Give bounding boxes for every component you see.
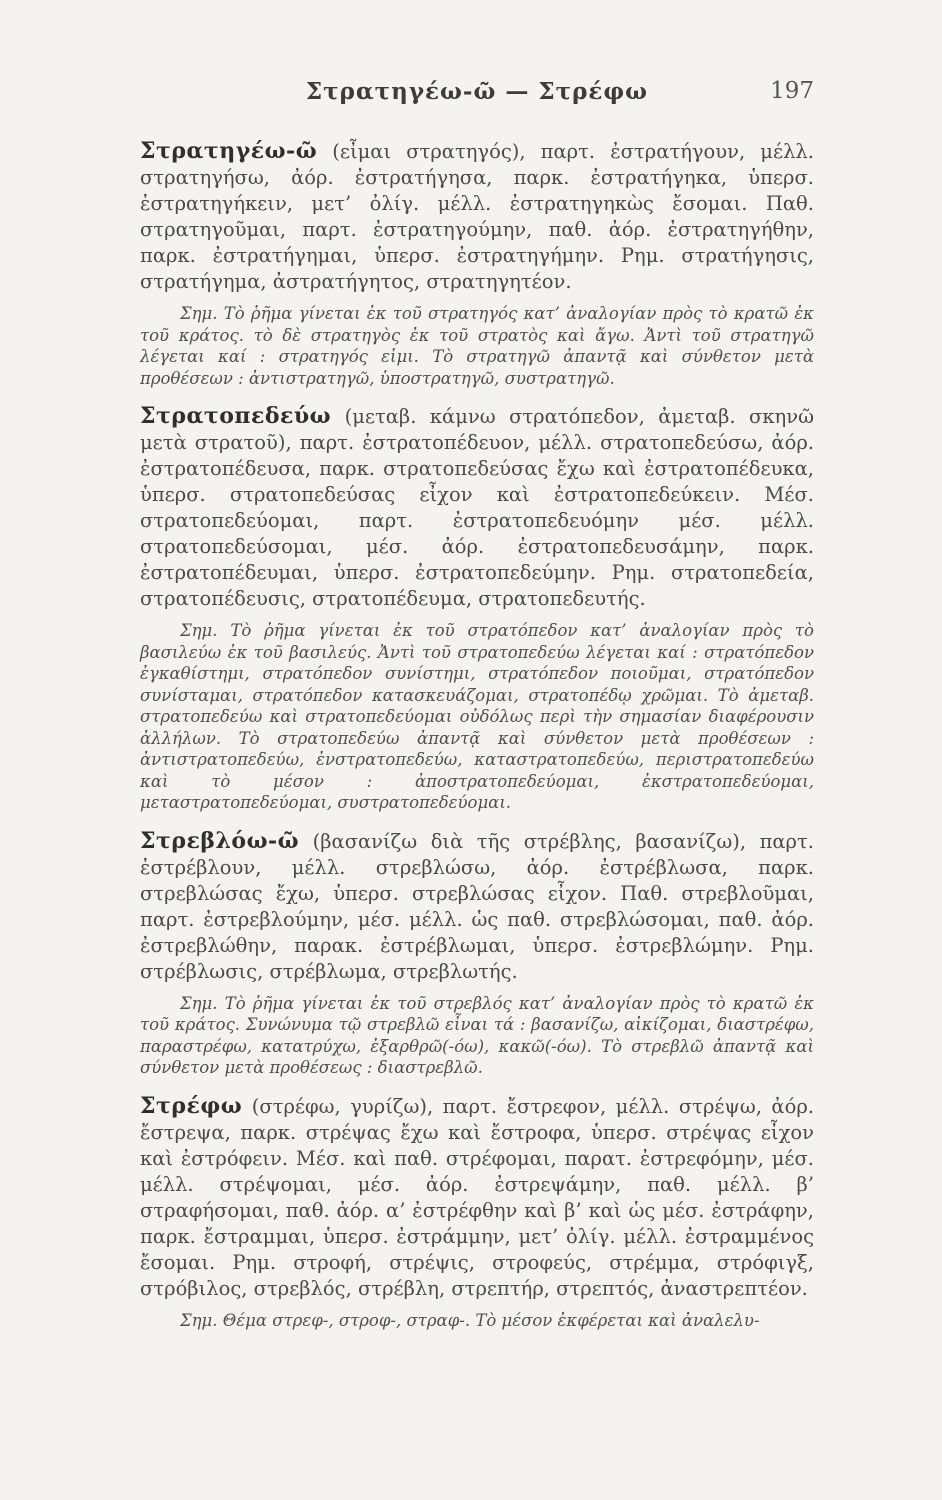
entry-note: Σημ. Τὸ ῥῆμα γίνεται ἐκ τοῦ στρεβλός κατ’ ἀναλογίαν πρὸς τὸ κρατῶ ἐκ τοῦ κράτος. Συνώνυμα τῷ στρεβλῶ εἶναι τά : βασανίζω, αἰκίζομαι, διαστρέφω, παραστρέφω, κατατρύχω, ἐξαρθρῶ(-όω), κακῶ(-όω). Τὸ στρεβλῶ ἀπαντᾷ καὶ σύνθετον μετὰ προθέσεως : διαστρεβλῶ. [140,993,814,1077]
entry-text: (εἶμαι στρατηγός), παρτ. ἐστρατήγουν, μέλλ. στρατηγήσω, ἀόρ. ἐστρατήγησα, παρκ. ἐστρατήγηκα, ὑπερσ. ἐστρατηγήκειν, μετ’ ὀλίγ. μέλλ. ἐστρατηγηκὼς ἔσομαι. Παθ. στρατηγοῦμαι, παρτ. ἐστρατηγούμην, παθ. ἀόρ. ἐστρατηγήθην, παρκ. ἐστρατήγημαι, ὑπερσ. ἐστρατηγήμην. Ρημ. στρατήγησις, στρατήγημα, ἀστρατήγητος, στρατηγητέον. [140,140,814,293]
entry-note: Σημ. Θέμα στρεφ-, στροφ-, στραφ-. Τὸ μέσον ἐκφέρεται καὶ ἀναλελυ- [180,1310,760,1330]
entry-note: Σημ. Τὸ ῥῆμα γίνεται ἐκ τοῦ στρατηγός κατ’ ἀναλογίαν πρὸς τὸ κρατῶ ἐκ τοῦ κράτος. τὸ δὲ στρατηγὸς ἐκ τοῦ στρατὸς καὶ ἄγω. Ἀντὶ τοῦ στρατηγῶ λέγεται καί : στρατηγός εἰμι. Τὸ στρατηγῶ ἀπαντᾷ καὶ σύνθετον μετὰ προθέσεων : ἀντιστρατηγῶ, ὑποστρατηγῶ, συστρατηγῶ. [140,304,814,388]
headword: Στρατοπεδεύω [140,403,332,429]
page-number: 197 [770,78,814,104]
entry-strategeo [140,138,814,389]
entry-text: (στρέφω, γυρίζω), παρτ. ἔστρεφον, μέλλ. στρέψω, ἀόρ. ἔστρεψα, παρκ. στρέψας ἔχω καὶ ἔστροφα, ὑπερσ. στρέψας εἶχον καὶ ἐστρόφειν. Μέσ. καὶ παθ. στρέφομαι, παρατ. ἐστρεφόμην, μέσ. μέλλ. στρέψομαι, μέσ. ἀόρ. ἐστρεψάμην, παθ. μέλλ. β’ στραφήσομαι, παθ. ἀόρ. α’ ἐστρέφθην καὶ β’ καὶ ὡς μέσ. ἐστράφην, παρκ. ἔστραμμαι, ὑπερσ. ἐστράμμην, μετ’ ὀλίγ. μέλλ. ἐστραμμένος ἔσομαι. Ρημ. στροφή, στρέψις, στροφεύς, στρέμμα, στρόφιγξ, στρόβιλος, στρεβλός, στρέβλη, στρεπτήρ, στρεπτός, ἀναστρεπτέον. [140,1094,814,1300]
entry-note: Σημ. Τὸ ῥῆμα γίνεται ἐκ τοῦ στρατόπεδον κατ’ ἀναλογίαν πρὸς τὸ βασιλεύω ἐκ τοῦ βασιλεύς. Ἀντὶ τοῦ στρατοπεδεύω λέγεται καί : στρατόπεδον ἐγκαθίστημι, στρατόπεδον συνίστημι, στρατόπεδον ποιοῦμαι, στρατόπεδον συνίσταμαι, στρατόπεδον κατασκευάζομαι, στρατοπέδῳ χρῶμαι. Τὸ ἀμεταβ. στρατοπεδεύω καὶ στρατοπεδεύομαι οὐδόλως περὶ τὴν σημασίαν διαφέρουσιν ἀλλήλων. Τὸ στρατοπεδεύω ἀπαντᾷ καὶ σύνθετον μετὰ προθέσεων : ἀντιστρατοπεδεύω, ἐνστρατοπεδεύω, καταστρατοπεδεύω, περιστρατοπεδεύω καὶ τὸ μέσον : ἀποστρατοπεδεύομαι, ἐκστρατοπεδεύομαι, μεταστρατοπεδεύομαι, συστρατοπεδεύομαι. [140,621,814,812]
entry-body [140,1093,814,1302]
entry-body [140,828,814,985]
headword: Στρατηγέω-ῶ [140,138,318,164]
entry-body [140,403,814,612]
entry-strepho [140,1093,814,1332]
entry-text: (βασανίζω διὰ τῆς στρέβλης, βασανίζω), παρτ. ἐστρέβλουν, μέλλ. στρεβλώσω, ἀόρ. ἐστρέβλωσα, παρκ. στρεβλώσας ἔχω, ὑπερσ. στρεβλώσας εἶχον. Παθ. στρεβλοῦμαι, παρτ. ἐστρεβλούμην, μέσ. μέλλ. ὡς παθ. στρεβλώσομαι, παθ. ἀόρ. ἐστρεβλώθην, παρακ. ἐστρέβλωμαι, ὑπερσ. ἐστρεβλώμην. Ρημ. στρέβλωσις, στρέβλωμα, στρεβλωτής. [140,829,815,983]
headword: Στρέφω [140,1092,243,1119]
entry-text: (μεταβ. κάμνω στρατόπεδον, ἀμεταβ. σκηνῶ μετὰ στρατοῦ), παρτ. ἐστρατοπέδευον, μέλλ. στρατοπεδεύσω, ἀόρ. ἐστρατοπέδευσα, παρκ. στρατοπεδεύσας ἔχω καὶ ἐστρατοπέδευκα, ὑπερσ. στρατοπεδεύσας εἶχον καὶ ἐστρατοπεδεύκειν. Μέσ. στρατοπεδεύομαι, παρτ. ἐστρατοπεδευόμην μέσ. μέλλ. στρατοπεδεύσομαι, μέσ. ἀόρ. ἐστρατοπεδευσάμην, παρκ. ἐστρατοπέδευμαι, ὑπερσ. ἐστρατοπεδεύμην. Ρημ. στρατοπεδεία, στρατοπέδευσις, στρατοπέδευμα, στρατοπεδευτής. [140,405,814,610]
entry-stratopedeuo [140,403,814,814]
entry-strebloo [140,828,814,1079]
entry-body [140,138,814,295]
running-head [140,78,814,118]
running-head-title: Στρατηγέω-ῶ — Στρέφω [305,78,649,105]
headword: Στρεβλόω-ῶ [140,827,300,854]
